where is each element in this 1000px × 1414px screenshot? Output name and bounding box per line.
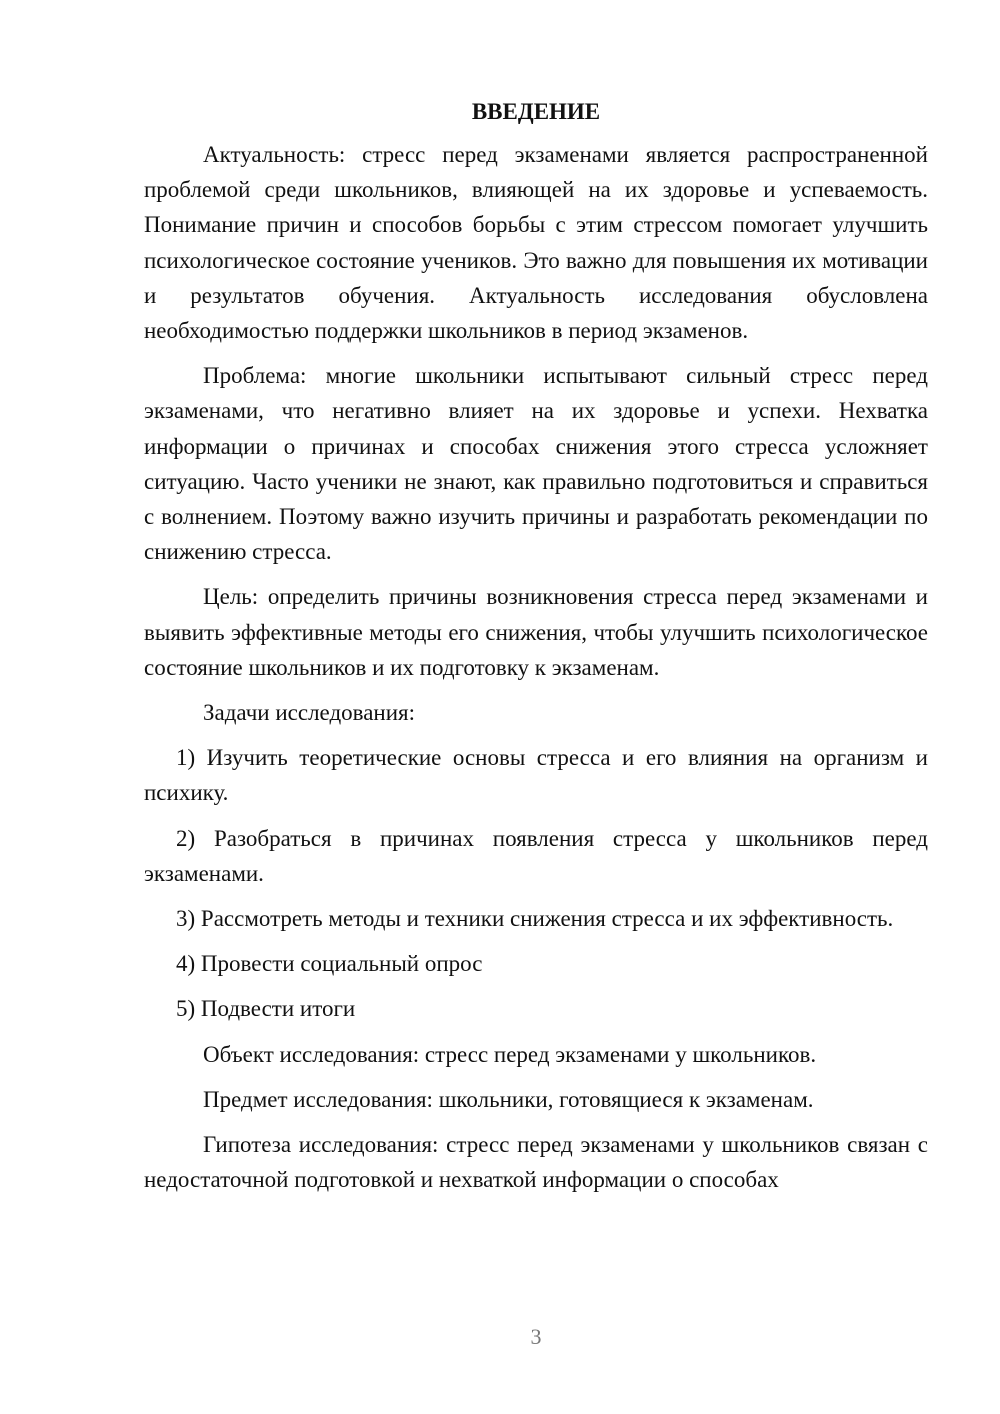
paragraph-goal: Цель: определить причины возникновения стресса перед экзаменами и выявить эффективные методы его снижения, чтобы улучшить психологическое состояние школьников и их подготовку к экзаменам. — [144, 584, 928, 680]
paragraph-relevance: Актуальность: стресс перед экзаменами является распространенной проблемой среди школьников, влияющей на их здоровье и успеваемость. Понимание причин и способов борьбы с этим стрессом помогает улучшить психологическое состояние учеников. Это важно для повышения их мотивации и результатов обучения. Актуальность исследования обусловлена необходимостью поддержки школьников в период экзаменов. — [144, 142, 928, 344]
paragraph-subject: Предмет исследования: школьники, готовящиеся к экзаменам. — [203, 1086, 814, 1112]
page-content — [144, 94, 928, 1207]
task-item: 3) Рассмотреть методы и техники снижения стресса и их эффективность. — [176, 906, 894, 932]
task-item: 4) Провести социальный опрос — [176, 951, 483, 977]
paragraph-object: Объект исследования: стресс перед экзаменами у школьников. — [203, 1041, 817, 1067]
section-title: ВВЕДЕНИЕ — [471, 99, 601, 124]
task-item: 5) Подвести итоги — [176, 996, 356, 1022]
paragraph-problem: Проблема: многие школьники испытывают сильный стресс перед экзаменами, что негативно влияет на их здоровье и успехи. Нехватка информации о причинах и способах снижения этого стресса усложняет ситуацию. Часто ученики не знают, как правильно подготовиться и справиться с волнением. Поэтому важно изучить причины и разработать рекомендации по снижению стресса. — [144, 363, 928, 565]
paragraph-hypothesis: Гипотеза исследования: стресс перед экзаменами у школьников связан с недостаточной подготовкой и нехваткой информации о способах — [144, 1132, 928, 1193]
paragraph-tasks-heading: Задачи исследования: — [203, 700, 416, 726]
task-item: 2) Разобраться в причинах появления стресса у школьников перед экзаменами. — [144, 825, 928, 886]
page-number: 3 — [530, 1324, 542, 1349]
task-item: 1) Изучить теоретические основы стресса и его влияния на организм и психику. — [144, 745, 928, 806]
